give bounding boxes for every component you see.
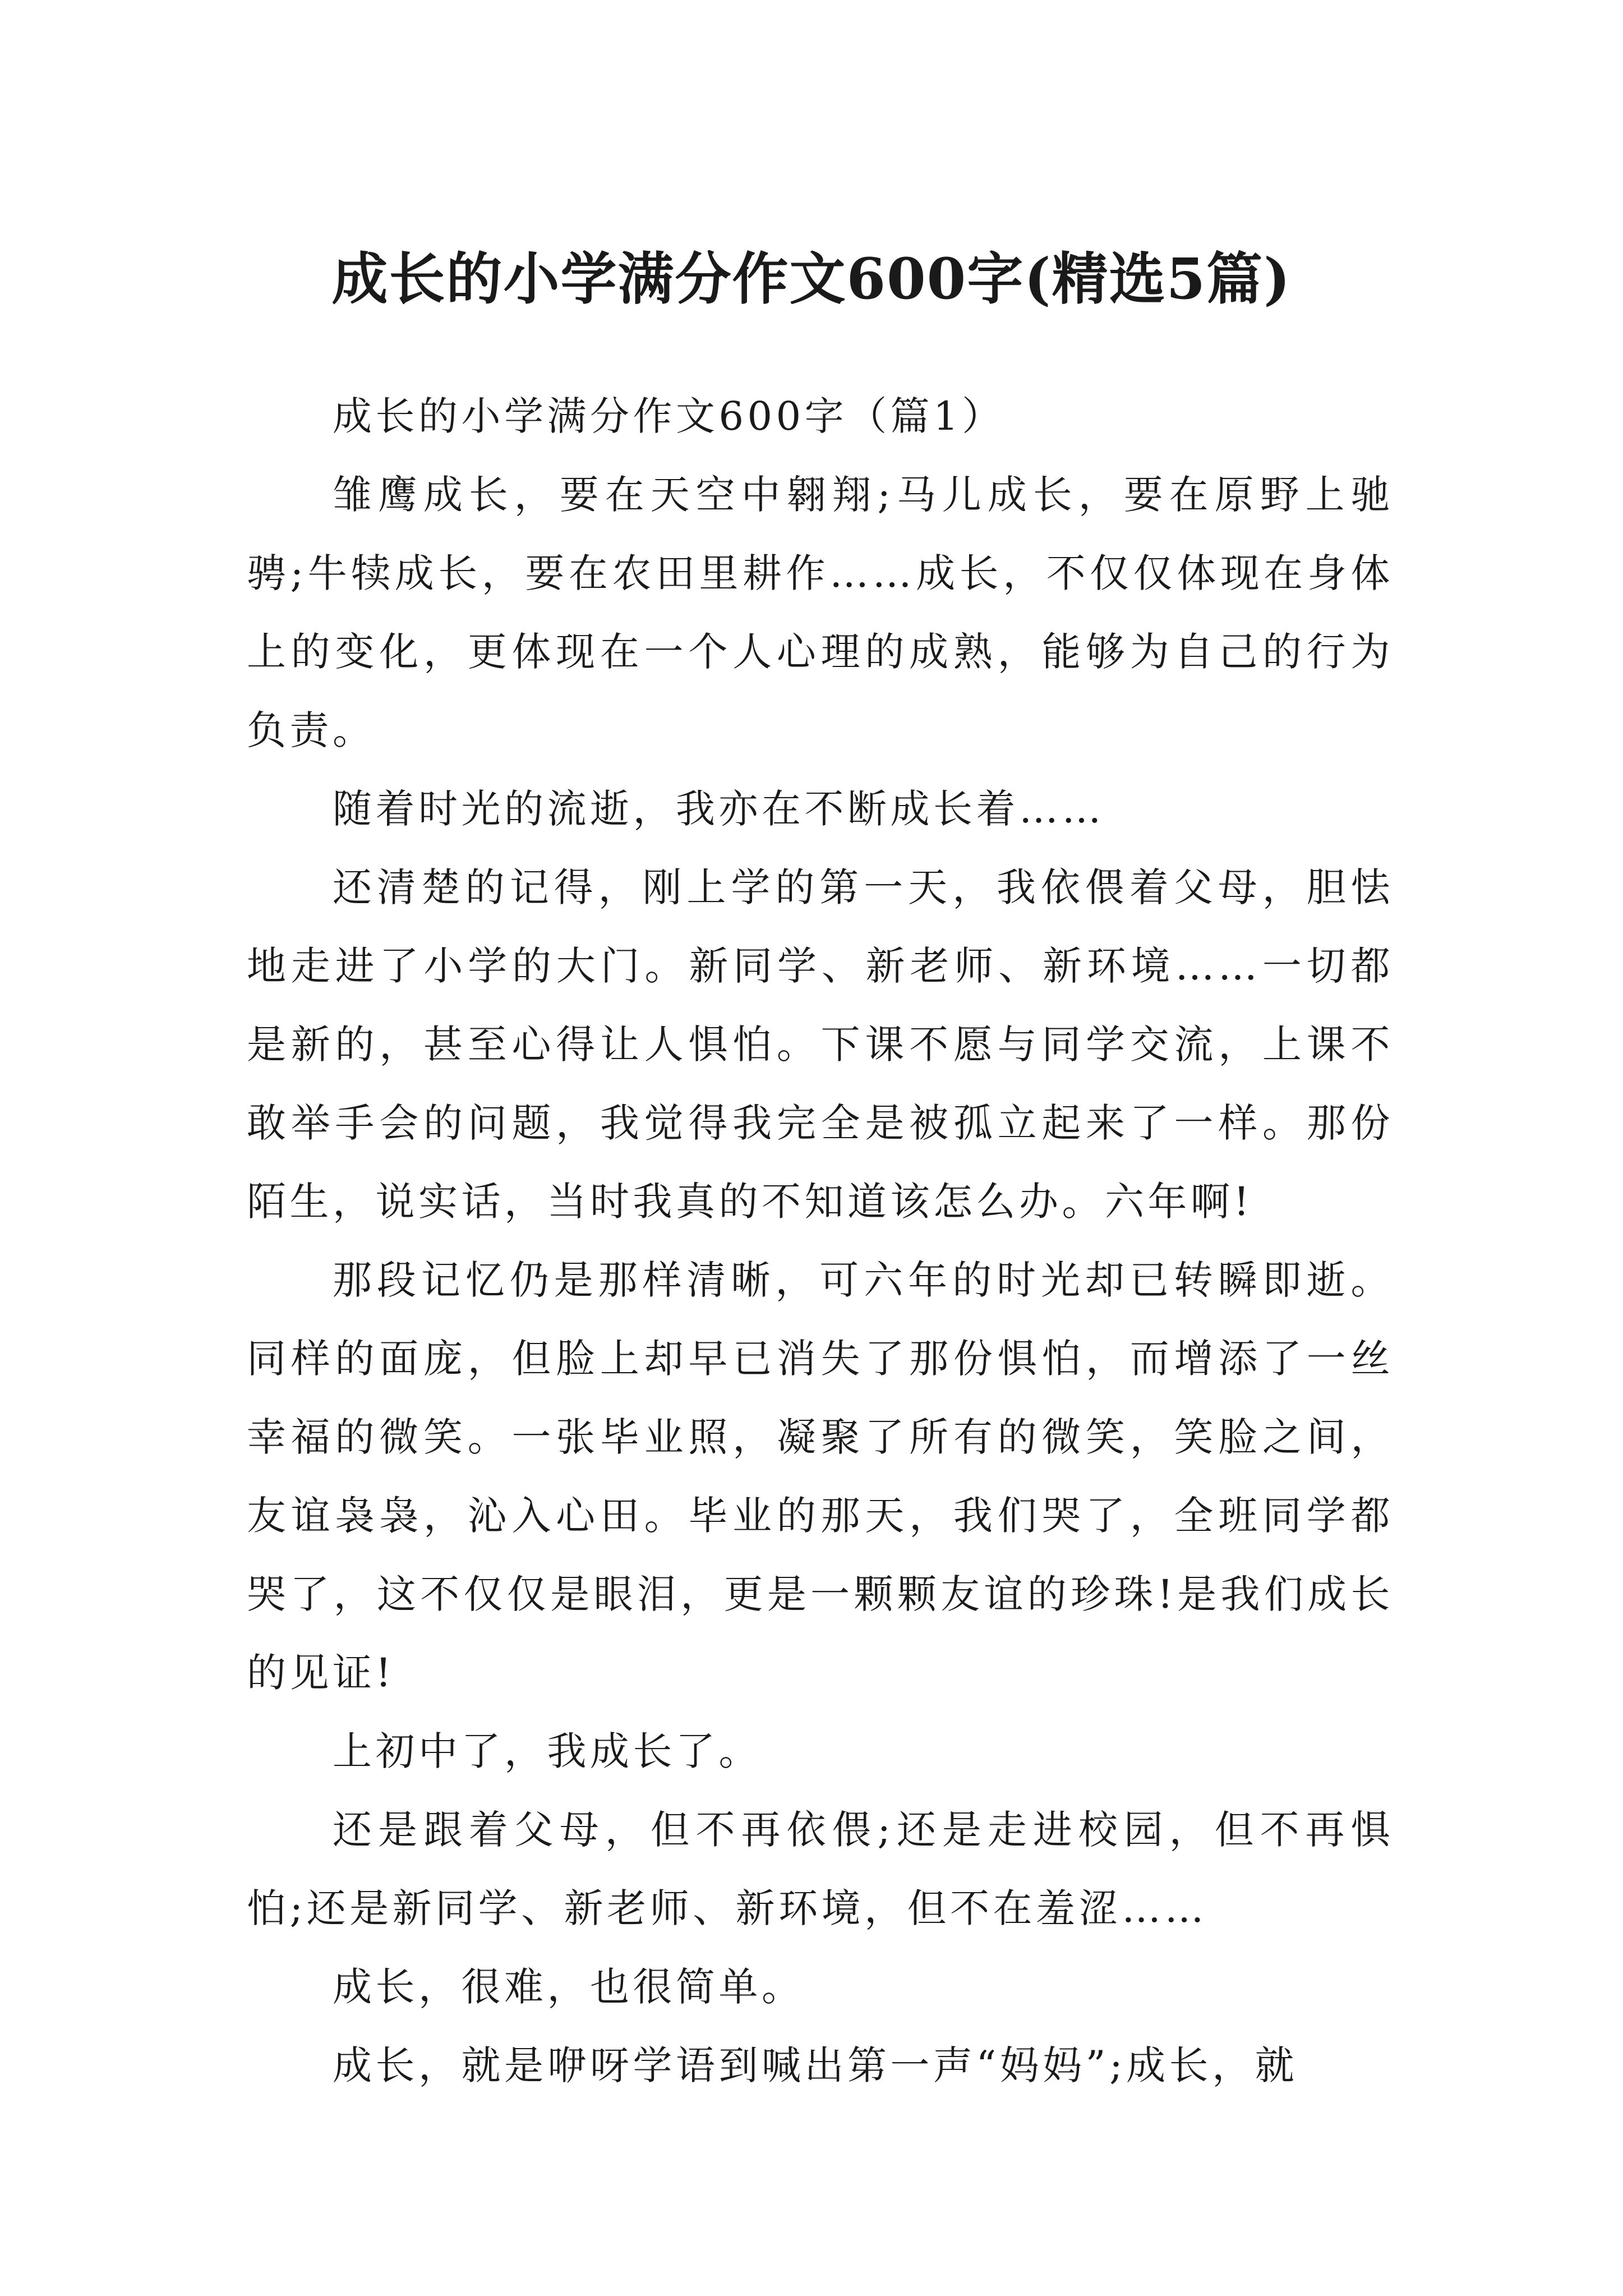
section-heading: 成长的小学满分作文600字（篇1） bbox=[333, 393, 1005, 439]
body-paragraph: 雏鹰成长，要在天空中翱翔;马儿成长，要在原野上驰骋;牛犊成长，要在农田里耕作……成长，不仅仅体现在身体上的变化，更体现在一个人心理的成熟，能够为自己的行为负责。 bbox=[247, 472, 1394, 753]
document-body bbox=[247, 377, 1394, 2105]
body-paragraph: 还是跟着父母，但不再依偎;还是走进校园，但不再惧怕;还是新同学、新老师、新环境，但不在羞涩…… bbox=[247, 1807, 1394, 1931]
body-paragraph: 成长，很难，也很简单。 bbox=[333, 1964, 805, 2010]
body-paragraph: 随着时光的流逝，我亦在不断成长着…… bbox=[333, 786, 1105, 832]
body-paragraph: 成长，就是咿呀学语到喊出第一声“妈妈”;成长，就 bbox=[333, 2042, 1298, 2088]
body-paragraph: 上初中了，我成长了。 bbox=[333, 1728, 762, 1774]
body-paragraph: 还清楚的记得，刚上学的第一天，我依偎着父母，胆怯地走进了小学的大门。新同学、新老师、新环境……一切都是新的，甚至心得让人惧怕。下课不愿与同学交流，上课不敢举手会的问题，我觉得我完全是被孤立起来了一样。那份陌生，说实话，当时我真的不知道该怎么办。六年啊! bbox=[247, 864, 1394, 1225]
body-paragraph: 那段记忆仍是那样清晰，可六年的时光却已转瞬即逝。同样的面庞，但脸上却早已消失了那份惧怕，而增添了一丝幸福的微笑。一张毕业照，凝聚了所有的微笑，笑脸之间，友谊袅袅，沁入心田。毕业的那天，我们哭了，全班同学都哭了，这不仅仅是眼泪，更是一颗颗友谊的珍珠!是我们成长的见证! bbox=[247, 1257, 1394, 1696]
document-title: 成长的小学满分作文600字(精选5篇) bbox=[331, 246, 1292, 312]
